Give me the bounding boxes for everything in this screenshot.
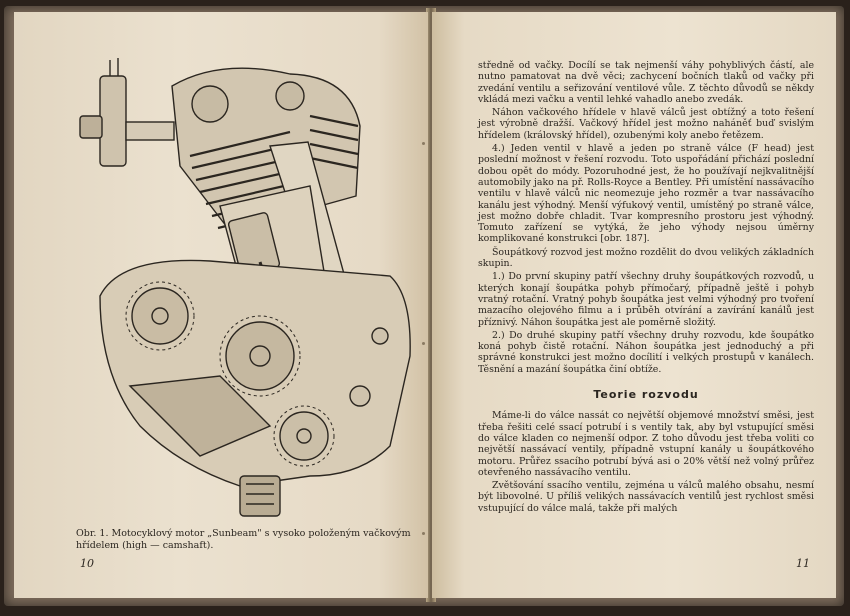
right-page [432,12,836,598]
binding-hole [422,532,425,535]
open-book [4,6,844,606]
paragraph: Máme-li do válce nassát co největší objemové množství směsi, jest třeba řešiti celé ssací potrubí i s ventily tak, aby byl vstupující směsi do válce kladen co nejmenší odpor. Z toho důvodu jest třeba voliti co největší nassávací ventily, případně vstupní kanály u šoupátkového motoru. Průřez ssacího potrubí bývá asi o 20% větší než volný průřez otevřeného nassávacího ventilu. [478,410,814,478]
binding-hole [422,142,425,145]
paragraph: 2.) Do druhé skupiny patří všechny druhy rozvodu, kde šoupátko koná pohyb čistě rotační. Náhon šoupátka jest jednoduchý a při správné konstrukci jest možno docílití i velkých prostupů v kanálech. Těsnění a mazání šoupátka činí obtíže. [478,329,814,375]
paragraph: středně od vačky. Docílí se tak nejmenší váhy pohyblivých částí, ale nutno pamatovat na dvě věci; zachycení bočních tlaků od vačky při zvedání ventilu a seřizování ventilové vůle. Z těchto důvodů se někdy vkládá mezi vačku a ventil lehké vahadlo anebo zvedák. [478,60,814,105]
figure-caption: Obr. 1. Motocyklový motor „Sunbeam" s vysoko položeným vačkovým hřídelem (high — camshaft). [76,528,411,551]
page-number-left: 10 [80,557,94,570]
binding-hole [422,342,425,345]
paragraph: Šoupátkový rozvod jest možno rozdělit do dvou velikých základních skupin. [478,246,814,270]
section-heading: Teorie rozvodu [593,388,699,402]
paragraph: Náhon vačkového hřídele v hlavě válců jest obtížný a toto řešení jest výrobně dražší. Vačkový hřídel jest možno naháněť buď svislým hřídelem (královský hřídel), ozubenými koly anebo řetězem. [478,107,814,141]
paragraph: 4.) Jeden ventil v hlavě a jeden po straně válce (F head) jest poslední možnost v řešení rozvodu. Toto uspořádání přichází poslední dobou opět do módy. Pozoruhodné jest, že ho používají nejkvalitnější automobily jako na př. Rolls-Royce a Bentley. Při umístění nassávacího ventilu v hlavě válců nic neomezuje jeho rozměr a tvar nassávacího kanálu jest výhodný. Menší výfukový ventil, umístěný po straně válce, jest možno dobře chladit. Tvar kompresního prostoru jest výhodný. Tomuto zařízení se vytýká, že jeho výhody nejsou úměrny komplikované konstrukci [obr. 187]. [478,143,814,245]
body-text [478,60,814,516]
left-page [14,12,428,598]
paragraph: Zvětšování ssacího ventilu, zejména u válců malého obsahu, nesmí být libovolné. U příliš velikých nassávacích ventilů jest rychlost směsi vstupující do válce malá, takže při malých [478,480,814,514]
engine-illustration [60,56,420,524]
paragraph: 1.) Do první skupiny patří všechny druhy šoupátkových rozvodů, u kterých konají šoupátka pohyb přímočarý, případně ještě i pohyb vratný rotační. Vratný pohyb šoupátka jest velmi výhodný pro tvoření mazacího olejového filmu a i průběh otvírání a zavírání kanálů jest příznivý. Náhon šoupátka jest ale poměrně složitý. [478,271,814,328]
page-number-right: 11 [796,557,810,570]
